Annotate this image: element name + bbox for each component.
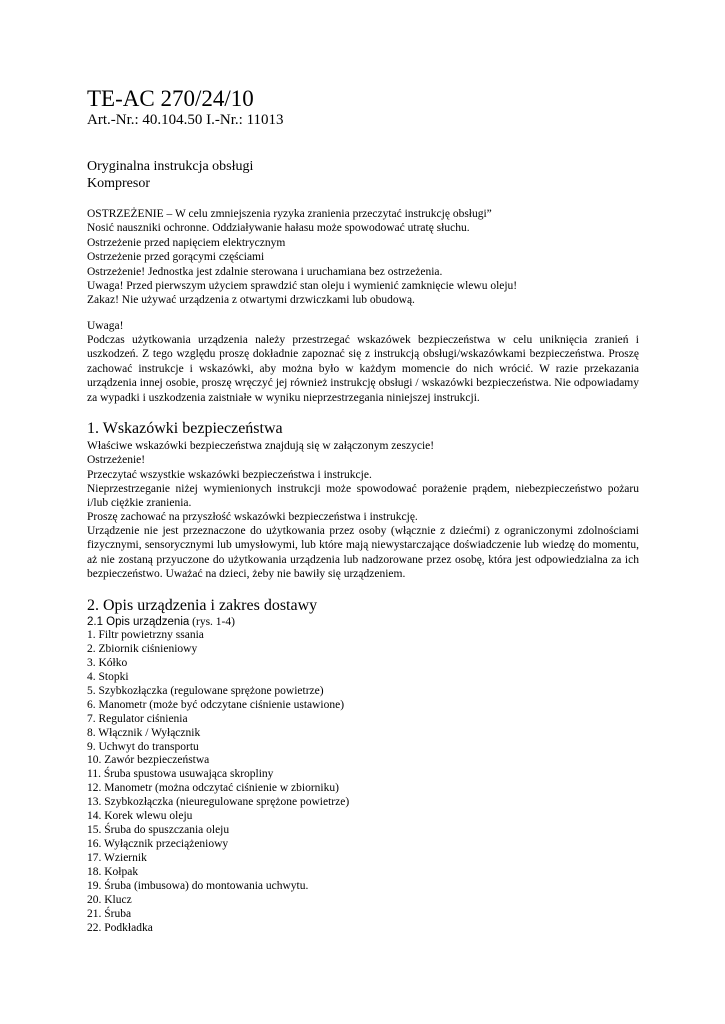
list-item: 21. Śruba bbox=[87, 907, 132, 920]
list-item: 18. Kołpak bbox=[87, 865, 139, 878]
list-item: 2. Zbiornik ciśnieniowy bbox=[87, 642, 198, 655]
warning-line: Nosić nauszniki ochronne. Oddziaływanie hałasu może spowodować utratę słuchu. bbox=[87, 222, 470, 235]
notice-label-text: Uwaga! bbox=[87, 320, 124, 332]
list-item: 1. Filtr powietrzny ssania bbox=[87, 629, 204, 641]
warning-line: OSTRZEŻENIE – W celu zmniejszenia ryzyka zranienia przeczytać instrukcję obsługi” bbox=[87, 208, 492, 220]
list-item: 4. Stopki bbox=[87, 670, 129, 683]
manual-type: Oryginalna instrukcja obsługi bbox=[87, 159, 254, 174]
warnings-block bbox=[87, 207, 639, 308]
warning-line: Ostrzeżenie! Jednostka jest zdalnie sterowana i uruchamiana bez ostrzeżenia. bbox=[87, 265, 443, 278]
section-1-paragraph-2: Urządzenie nie jest przeznaczone do użytkowania przez osoby (włącznie z dziećmi) z ograniczonymi zdolnościami fizycznymi, sensorycznymi lub umysłowymi, lub które mają niewystarczające doświadczenie lub wiedzę do momentu, aż nie zostaną przyuczone do użytkowania urządzenia lub nadzorowane przez osobę, która jest odpowiedzialna za ich bezpieczeństwo. Uważać na dzieci, żeby nie bawiły się urządzeniem. bbox=[87, 525, 639, 581]
list-item: 6. Manometr (może być odczytane ciśnienie ustawione) bbox=[87, 698, 345, 711]
section-2-1-subheading bbox=[87, 615, 235, 629]
notice-label bbox=[87, 319, 639, 333]
list-item: 3. Kółko bbox=[87, 656, 128, 669]
warning-line: Ostrzeżenie przed gorącymi częściami bbox=[87, 251, 265, 264]
section-1-line: Ostrzeżenie! bbox=[87, 454, 146, 467]
subheading-figure-ref: (rys. 1-4) bbox=[189, 616, 235, 628]
section-1-lines bbox=[87, 439, 639, 482]
list-item: 10. Zawór bezpieczeństwa bbox=[87, 754, 210, 767]
section-1-keep-line bbox=[87, 510, 639, 524]
article-number: Art.-Nr.: 40.104.50 I.-Nr.: 11013 bbox=[87, 112, 284, 128]
section-1-line: Przeczytać wszystkie wskazówki bezpieczeństwa i instrukcje. bbox=[87, 468, 372, 481]
list-item: 16. Wyłącznik przeciążeniowy bbox=[87, 838, 229, 851]
list-item: 11. Śruba spustowa usuwająca skropliny bbox=[87, 768, 274, 781]
section-1-keep-text: Proszę zachować na przyszłość wskazówki bezpieczeństwa i instrukcję. bbox=[87, 511, 418, 523]
list-item: 9. Uchwyt do transportu bbox=[87, 740, 199, 753]
parts-list bbox=[87, 629, 349, 936]
section-1-line: Właściwe wskazówki bezpieczeństwa znajdują się w załączonym zeszycie! bbox=[87, 440, 435, 452]
product-type: Kompresor bbox=[87, 176, 150, 191]
list-item: 19. Śruba (imbusowa) do montowania uchwytu. bbox=[87, 879, 309, 892]
notice-paragraph: Podczas użytkowania urządzenia należy przestrzegać wskazówek bezpieczeństwa w celu uniknięcia zranień i uszkodzeń. Z tego względu proszę dokładnie zapoznać się z instrukcją obsługi/wskazówkami bezpieczeństwa. Proszę zachować instrukcje i wskazówki, aby można było w każdym momencie do nich wrócić. W razie przekazania urządzenia innej osobie, proszę wręczyć jej również instrukcję obsługi / wskazówki bezpieczeństwa. Nie odpowiadamy za wypadki i uszkodzenia zaistniałe w wyniku nieprzestrzegania niniejszej instrukcji. bbox=[87, 334, 639, 404]
list-item: 14. Korek wlewu oleju bbox=[87, 810, 193, 823]
list-item: 13. Szybkozłączka (nieuregulowane sprężone powietrze) bbox=[87, 796, 350, 809]
subheading-label: 2.1 Opis urządzenia bbox=[87, 616, 190, 628]
warning-line: Uwaga! Przed pierwszym użyciem sprawdzić stan oleju i wymienić zamknięcie wlewu oleju! bbox=[87, 279, 518, 292]
document-title: TE-AC 270/24/10 bbox=[87, 86, 254, 111]
warning-line: Zakaz! Nie używać urządzenia z otwartymi drzwiczkami lub obudową. bbox=[87, 294, 415, 307]
section-2-heading: 2. Opis urządzenia i zakres dostawy bbox=[87, 597, 318, 614]
list-item: 5. Szybkozłączka (regulowane sprężone powietrze) bbox=[87, 684, 324, 697]
warning-line: Ostrzeżenie przed napięciem elektrycznym bbox=[87, 236, 286, 249]
list-item: 15. Śruba do spuszczania oleju bbox=[87, 824, 230, 837]
list-item: 17. Wziernik bbox=[87, 852, 147, 864]
section-1-paragraph-1: Nieprzestrzeganie niżej wymienionych instrukcji może spowodować porażenie prądem, niebezpieczeństwo pożaru i/lub ciężkie zranienia. bbox=[87, 483, 639, 510]
list-item: 7. Regulator ciśnienia bbox=[87, 712, 188, 725]
list-item: 22. Podkładka bbox=[87, 921, 153, 934]
section-1-heading: 1. Wskazówki bezpieczeństwa bbox=[87, 420, 283, 437]
list-item: 12. Manometr (można odczytać ciśnienie w zbiorniku) bbox=[87, 782, 339, 795]
list-item: 20. Klucz bbox=[87, 893, 132, 906]
list-item: 8. Włącznik / Wyłącznik bbox=[87, 726, 201, 739]
